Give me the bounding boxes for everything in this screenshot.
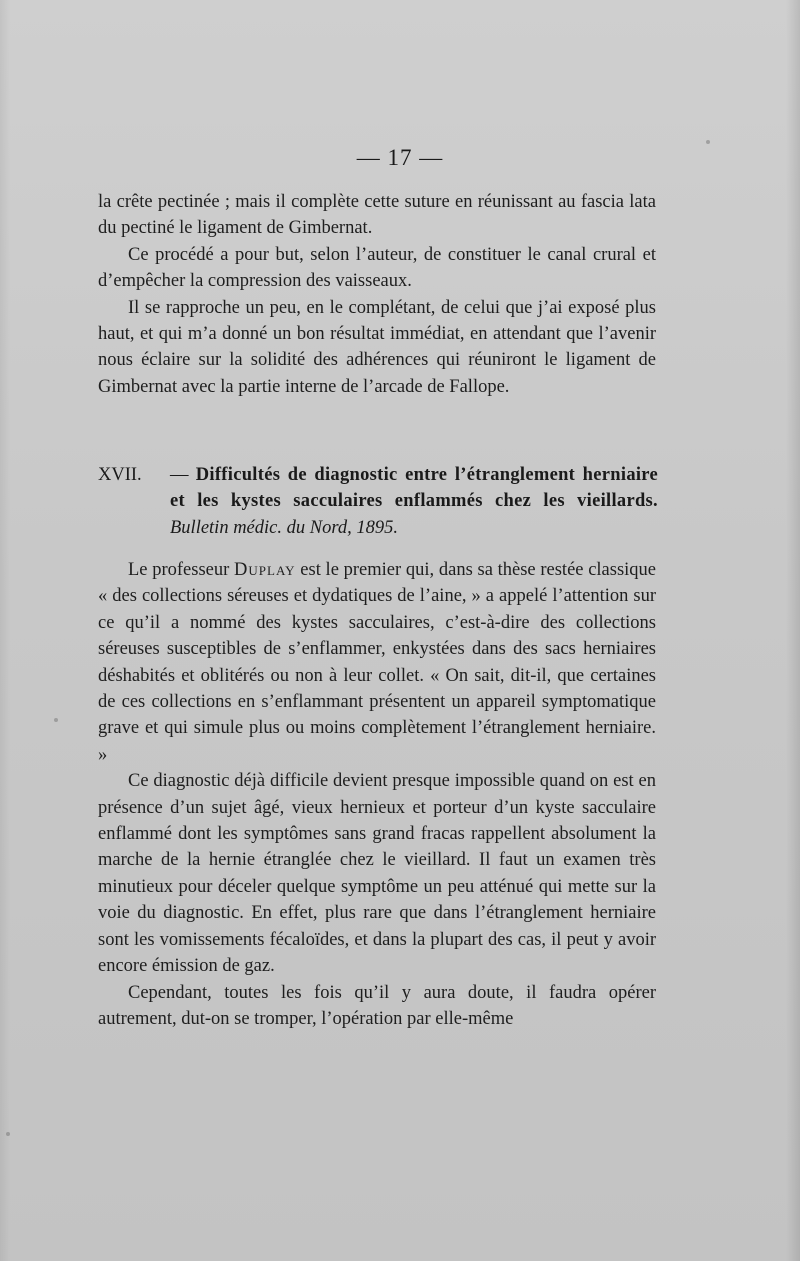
intro-text-block <box>98 189 656 400</box>
body-text: est le premier qui, dans sa thèse restée classique « des collections séreuses et dydatiques de l’aine, » a appelé l’attention sur ce qu’il a nommé des kystes sacculaires, c’est-à-dire des collections séreuses susceptibles de s’enflammer, enkystées dans des sacs herniaires déshabités et oblitérés ou non à leur collet. « On sait, dit-il, que certaines de ces collections en s’enflammant présentent un appareil symptomatique grave et qui simule plus ou moins complètement l’étranglement herniaire. » <box>98 560 657 765</box>
bibliography-entry <box>98 462 658 541</box>
entry-source: Bulletin médic. du Nord, 1895. <box>170 517 398 538</box>
paper-speck <box>706 140 710 144</box>
page-left-shadow <box>0 0 10 1261</box>
entry-title: Difficultés de diagnostic entre l’étranglement herniaire et les kystes sacculaires enflammés chez les vieillards. <box>170 465 658 512</box>
body-paragraph: Ce diagnostic déjà difficile devient presque impossible quand on est en présence d’un sujet âgé, vieux hernieux et porteur d’un kyste sacculaire enflammé dont les symptômes sans grand fracas rappellent absolument la marche de la hernie étranglée chez le vieillard. Il faut un examen très minutieux pour déceler quelque symptôme un peu atténué qui mette sur la voie du diagnostic. En effet, plus rare que dans l’étranglement herniaire sont les vomissements fécaloïdes, et dans la plupart des cas, il peut y avoir encore émission de gaz. <box>98 771 656 977</box>
entry-number: XVII. <box>98 465 142 485</box>
intro-paragraph: la crête pectinée ; mais il complète cette suture en réunissant au fascia lata du pectiné le ligament de Gimbernat. <box>98 192 656 239</box>
page-number: — 17 — <box>356 145 444 170</box>
body-text-block <box>98 557 656 1032</box>
body-paragraph <box>98 557 656 768</box>
intro-paragraph: Il se rapproche un peu, en le complétant, de celui que j’ai exposé plus haut, et qui m’a donné un bon résultat immédiat, en attendant que l’avenir nous éclaire sur la solidité des adhérences qui réuniront le ligament de Gimbernat avec la partie interne de l’arcade de Fallope. <box>98 297 656 397</box>
entry-body <box>170 462 658 541</box>
paper-speck <box>6 1132 10 1136</box>
paper-speck <box>54 718 58 722</box>
page-edge-shadow <box>786 0 800 1261</box>
body-text: Le professeur <box>128 560 230 580</box>
intro-paragraph: Ce procédé a pour but, selon l’auteur, de constituer le canal crural et d’empêcher la compression des vaisseaux. <box>98 244 656 292</box>
body-paragraph: Cependant, toutes les fois qu’il y aura doute, il faudra opérer autrement, dut-on se tromper, l’opération par elle-même <box>98 982 656 1029</box>
author-name: Duplay <box>234 560 296 580</box>
entry-dash: — <box>170 465 189 485</box>
